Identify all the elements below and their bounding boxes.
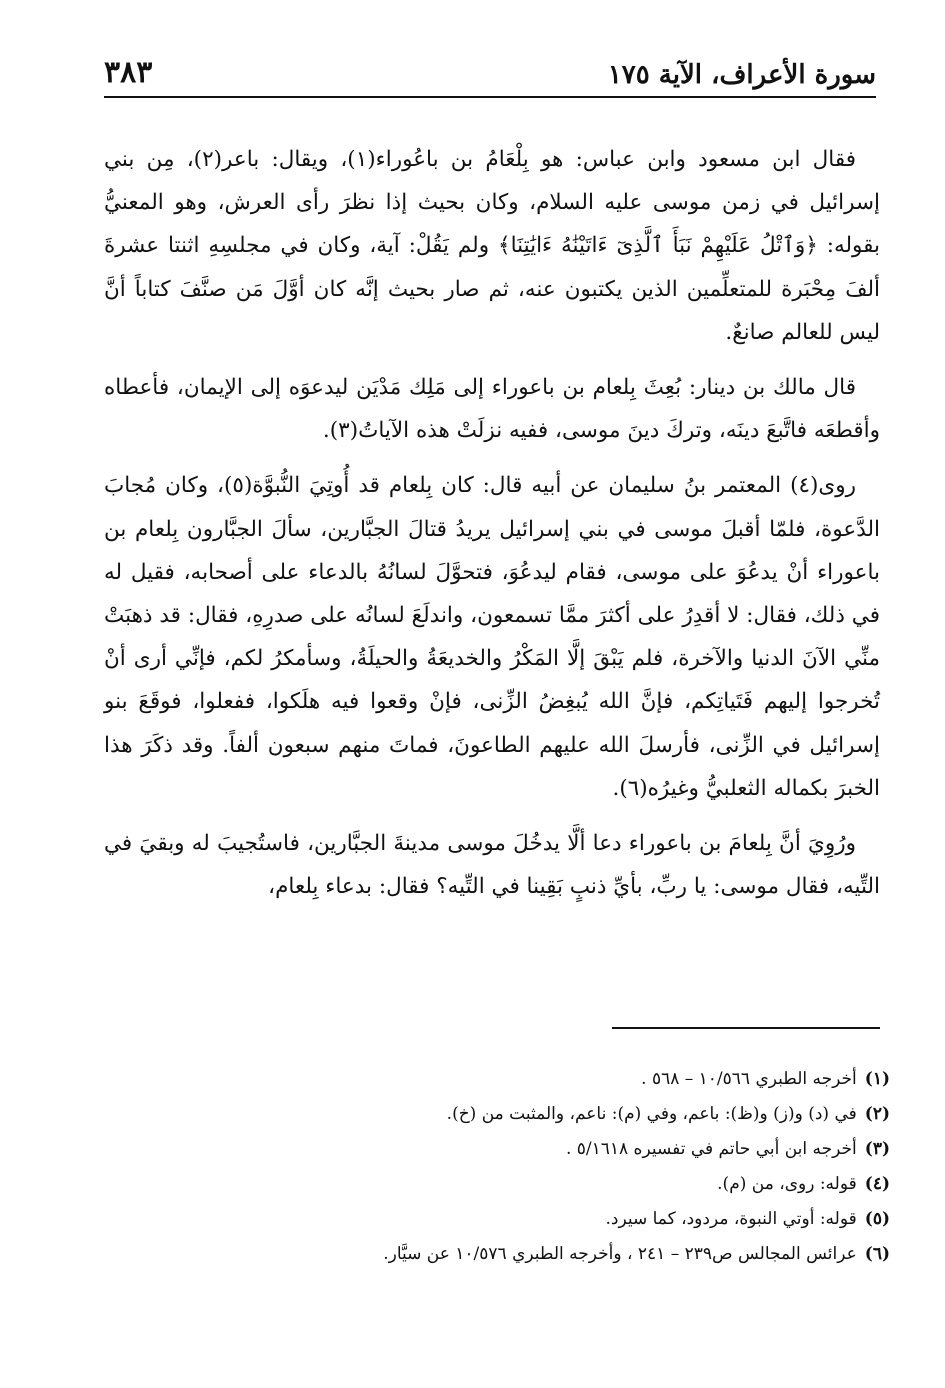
page-number: ٣٨٣ bbox=[104, 55, 153, 90]
running-title: سورة الأعراف، الآية ١٧٥ bbox=[607, 60, 876, 90]
footnote-text: عرائس المجالس ص٢٣٩ – ٢٤١ ، وأخرجه الطبري ١٠/٥٧٦ عن سيَّار. bbox=[383, 1244, 857, 1264]
footnote bbox=[104, 1237, 890, 1272]
footnote-text: قوله: أوتي النبوة، مردود، كما سيرد. bbox=[605, 1209, 857, 1229]
footnote-divider bbox=[612, 1027, 880, 1029]
main-text bbox=[104, 138, 880, 920]
footnote-text: أخرجه ابن أبي حاتم في تفسيره ٥/١٦١٨ . bbox=[565, 1139, 857, 1159]
paragraph: ورُوِيَ أنَّ بِلعامَ بن باعوراء دعا ألَّا يدخُلَ موسى مدينةَ الجبَّارين، فاستُجيبَ له وبقيَ في التِّيه، فقال موسى: يا ربِّ، بأيِّ ذنبٍ بَقِينا في التِّيه؟ فقال: بدعاء بِلعام، bbox=[104, 831, 880, 900]
footnote-text: في (د) و(ز) و(ظ): باعم، وفي (م): ناعم، والمثبت من (خ). bbox=[446, 1104, 857, 1124]
footnote bbox=[104, 1062, 890, 1097]
footnote-text: أخرجه الطبري ١٠/٥٦٦ – ٥٦٨ . bbox=[641, 1069, 857, 1089]
footnote-number: (٣) bbox=[864, 1139, 890, 1159]
page-header bbox=[104, 52, 876, 98]
footnote bbox=[104, 1097, 890, 1132]
footnote-number: (٤) bbox=[864, 1174, 890, 1194]
footnote-number: (٢) bbox=[864, 1104, 890, 1124]
footnote bbox=[104, 1132, 890, 1167]
footnote bbox=[104, 1167, 890, 1202]
footnote-number: (٦) bbox=[864, 1244, 890, 1264]
footnote-number: (١) bbox=[864, 1069, 890, 1089]
footnotes bbox=[104, 1062, 890, 1272]
paragraph: روى(٤) المعتمر بنُ سليمان عن أبيه قال: كان بِلعام قد أُوتِيَ النُّبوَّة(٥)، وكان مُجابَ الدَّعوة، فلمّا أقبلَ موسى في بني إسرائيل يريدُ قتالَ الجبَّارين، سألَ الجبَّارون بِلعام بن باعوراء أنْ يدعُوَ على موسى، فقام ليدعُوَ، فتحوَّلَ لسانُهُ بالدعاء على أصحابه، فقيل له في ذلك، فقال: لا أقدِرُ على أكثرَ ممَّا تسمعون، واندلَعَ لسانُه على صدرِهِ، فقال: قد ذهبَتْ منِّي الآنَ الدنيا والآخرة، فلم يَبْقَ إلَّا المَكْرُ والخديعَةُ والحيلَةُ، وسأمكرُ لكم، فإنِّي أرى أنْ تُخرجوا إليهم فَتَياتِكم، فإنَّ الله يُبغِضُ الزِّنى، فإنْ وقعوا فيه هلَكوا، ففعلوا، فوقَعَ بنو إسرائيل في الزِّنى، فأرسلَ الله عليهم الطاعونَ، فماتَ منهم سبعون ألفاً. وقد ذكَرَ هذا الخبرَ بكماله الثعلبيُّ وغيرُه(٦). bbox=[104, 473, 880, 801]
paragraph: قال مالك بن دينار: بُعِثَ بِلعام بن باعوراء إلى مَلِك مَدْيَن ليدعوَه إلى الإيمان، فأعطاه وأقطعَه فاتَّبعَ دينَه، وتركَ دينَ موسى، ففيه نزلَتْ هذه الآياتُ(٣). bbox=[104, 375, 880, 444]
footnote bbox=[104, 1202, 890, 1237]
footnote-text: قوله: روى، من (م). bbox=[717, 1174, 857, 1194]
footnote-number: (٥) bbox=[864, 1209, 890, 1229]
paragraph: فقال ابن مسعود وابن عباس: هو بِلْعَامُ بن باعُوراء(١)، ويقال: باعر(٢)، مِن بني إسرائيل في زمن موسى عليه السلام، وكان بحيث إذا نظرَ رأى العرش، وهو المعنيُّ بقوله: ﴿وَٱتْلُ عَلَيْهِمْ نَبَأَ ٱلَّذِىٓ ءَاتَيْنَٰهُ ءَايَٰتِنَا﴾ ولم يَقُلْ: آية، وكان في مجلسِهِ اثنتا عشرةَ ألفَ مِحْبَرة للمتعلِّمين الذين يكتبون عنه، ثم صار بحيث إنَّه كان أوَّلَ مَن صنَّفَ كتاباً أنَّ ليس للعالم صانعٌ. bbox=[104, 147, 880, 345]
